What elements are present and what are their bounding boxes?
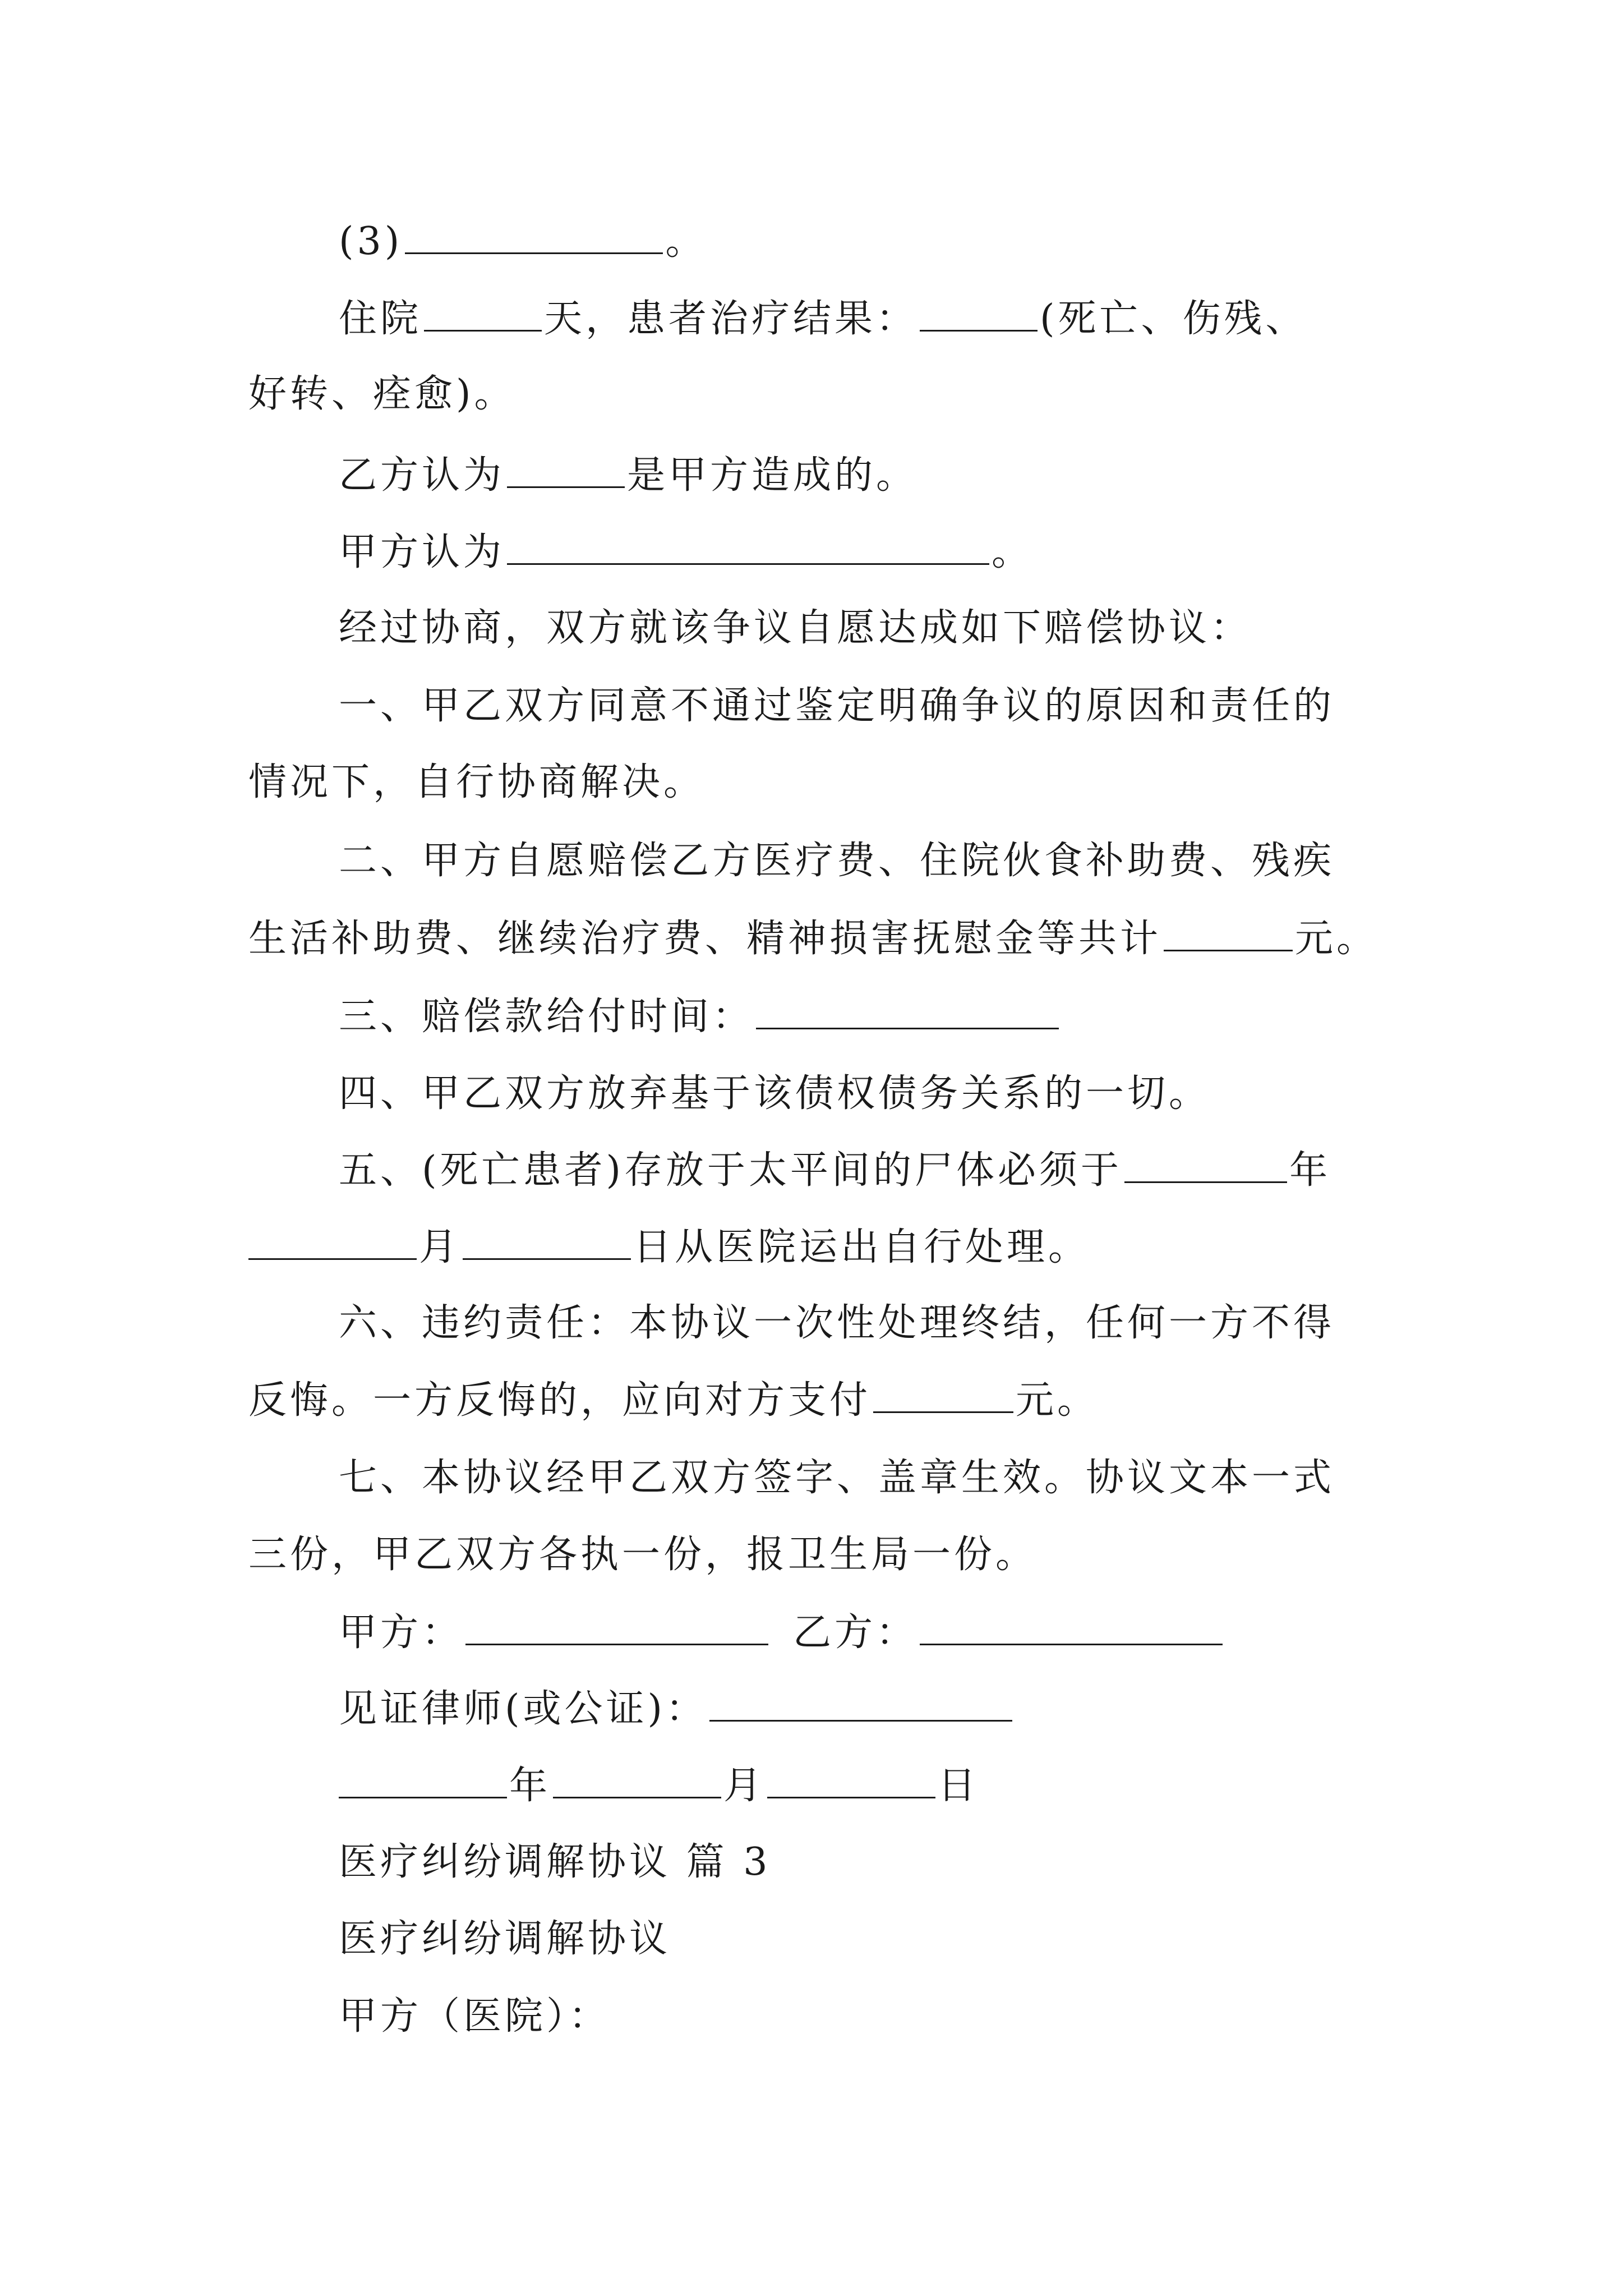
text-segment: 六、违约责任：本协议一次性处理终结，任何一方不得 xyxy=(339,1301,1335,1345)
section-heading xyxy=(339,1837,771,1888)
paragraph-line xyxy=(248,369,516,420)
month-label: 月 xyxy=(723,1764,766,1808)
clause-2-cont xyxy=(248,913,1378,964)
text-segment: 元。 xyxy=(1016,1378,1099,1423)
text-segment: 情况下，自行协商解决。 xyxy=(248,760,706,804)
text-segment: 反悔。一方反悔的，应向对方支付 xyxy=(248,1378,872,1423)
text-segment: 月 xyxy=(419,1225,461,1269)
fill-blank xyxy=(463,1221,631,1260)
text-segment: 是甲方造成的。 xyxy=(627,453,918,498)
paragraph-line xyxy=(339,603,1252,654)
party-a-signature-blank xyxy=(465,1607,768,1645)
witness-label: 见证律师(或公证)： xyxy=(339,1687,708,1731)
year-label: 年 xyxy=(509,1764,551,1808)
text-segment: 住院 xyxy=(339,297,422,341)
item-3-line xyxy=(339,215,707,267)
text-segment: 三份，甲乙双方各执一份，报卫生局一份。 xyxy=(248,1533,1038,1577)
fill-blank xyxy=(920,293,1038,332)
text-segment: 甲方（医院）： xyxy=(339,1994,611,2039)
item-3-end: 。 xyxy=(665,219,707,264)
text-segment: 四、甲乙双方放弃基于该债权债务关系的一切。 xyxy=(339,1071,1211,1116)
clause-7-line xyxy=(339,1453,1335,1503)
clause-1-line xyxy=(339,681,1335,731)
witness-line xyxy=(339,1683,1015,1734)
date-line xyxy=(339,1760,979,1811)
text-segment: 医疗纠纷调解协议 篇 3 xyxy=(339,1840,771,1884)
month-blank xyxy=(553,1760,721,1798)
text-segment: 乙方认为 xyxy=(339,453,505,498)
text-segment: 。 xyxy=(992,530,1034,574)
day-blank xyxy=(767,1760,935,1798)
party-a-opinion-line xyxy=(339,526,1033,578)
clause-5-cont xyxy=(248,1221,1090,1273)
text-segment: 经过协商，双方就该争议自愿达成如下赔偿协议： xyxy=(339,606,1252,650)
party-a-label: 甲方： xyxy=(339,1611,464,1655)
fill-blank xyxy=(756,991,1059,1029)
text-segment: 天，患者治疗结果： xyxy=(544,297,918,341)
party-b-label: 乙方： xyxy=(793,1611,918,1655)
clause-6-cont xyxy=(248,1374,1099,1426)
hospital-stay-line xyxy=(339,293,1307,344)
text-segment: 日从医院运出自行处理。 xyxy=(633,1225,1090,1269)
item-3-label: (3) xyxy=(339,219,403,264)
year-blank xyxy=(339,1760,507,1798)
party-b-opinion-line xyxy=(339,449,917,501)
day-label: 日 xyxy=(938,1764,980,1808)
text-segment: 好转、痊愈)。 xyxy=(248,372,516,416)
text-segment: 七、本协议经甲乙双方签字、盖章生效。协议文本一式 xyxy=(339,1456,1335,1500)
party-b-signature-blank xyxy=(920,1607,1223,1645)
document-title xyxy=(339,1914,671,1964)
text-segment: 二、甲方自愿赔偿乙方医疗费、住院伙食补助费、残疾 xyxy=(339,839,1335,883)
party-a-hospital-line xyxy=(339,1991,610,2042)
text-segment: 三、赔偿款给付时间： xyxy=(339,995,754,1039)
fill-blank xyxy=(507,449,625,488)
fill-blank xyxy=(1124,1144,1287,1183)
clause-3-line xyxy=(339,991,1061,1042)
clause-7-cont xyxy=(248,1530,1037,1580)
witness-signature-blank xyxy=(709,1683,1012,1722)
text-segment: 生活补助费、继续治疗费、精神损害抚慰金等共计 xyxy=(248,917,1162,961)
text-segment: 甲方认为 xyxy=(339,530,505,574)
clause-2-line xyxy=(339,836,1335,886)
clause-1-cont xyxy=(248,757,705,808)
signature-line xyxy=(339,1607,1225,1658)
text-segment: 医疗纠纷调解协议 xyxy=(339,1917,671,1961)
clause-6-line xyxy=(339,1298,1335,1349)
clause-5-line xyxy=(339,1144,1331,1196)
fill-blank xyxy=(1164,913,1293,951)
text-segment: 五、(死亡患者)存放于太平间的尸体必须于 xyxy=(339,1148,1123,1193)
text-segment: 元。 xyxy=(1295,917,1378,961)
fill-blank xyxy=(424,293,542,332)
clause-4-line xyxy=(339,1069,1210,1119)
fill-blank xyxy=(873,1374,1013,1413)
fill-blank xyxy=(405,215,663,254)
text-segment: 一、甲乙双方同意不通过鉴定明确争议的原因和责任的 xyxy=(339,684,1335,728)
fill-blank xyxy=(507,526,989,565)
text-segment: (死亡、伤残、 xyxy=(1040,297,1307,341)
fill-blank xyxy=(248,1221,417,1260)
text-segment: 年 xyxy=(1289,1148,1331,1193)
